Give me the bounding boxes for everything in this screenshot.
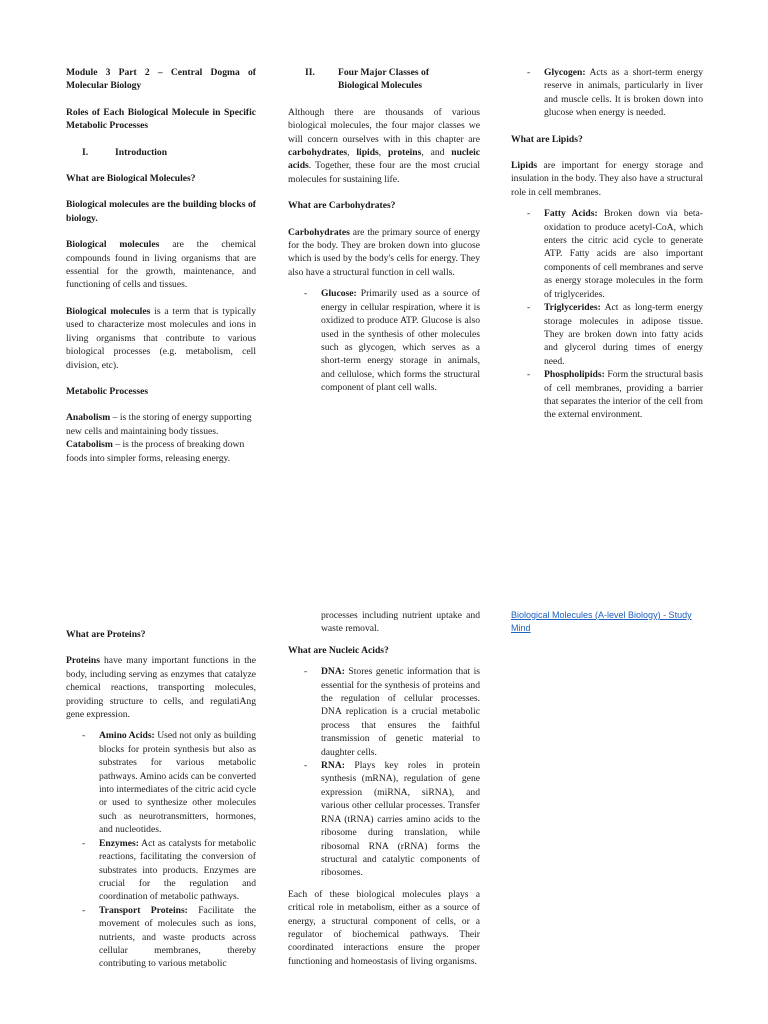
list-item-text [99,837,256,904]
question-heading: What are Proteins? [66,629,146,640]
column-1-top [66,66,256,465]
paragraph [288,106,480,186]
term: Anabolism [66,412,111,424]
column-3-top [511,66,703,422]
term: Fatty Acids: [544,208,598,220]
section-number: I. [82,146,89,158]
paragraph [66,654,256,721]
question-heading: What are Carbohydrates? [288,200,396,212]
column-3-bottom [511,609,705,636]
list-item-text [99,904,256,971]
list-item [82,729,256,836]
section-title: Introduction [115,146,168,158]
list-item-text [544,66,703,120]
list-item [82,837,256,904]
text: , [378,147,388,159]
term: nucleic acids [288,147,481,172]
continued-text: processes including nutrient uptake and waste removal. [321,610,480,635]
bullet-dash: - [527,369,531,381]
module-title: Module 3 Part 2 – Central Dogma of Molecular Biology [66,67,256,92]
list-item [304,287,480,394]
list-item-text [544,207,703,301]
list-item [304,665,480,759]
term: Triglycerides: [544,302,601,314]
list-item-text [544,301,703,368]
paragraph [511,159,703,199]
bullet-dash: - [82,730,86,742]
definition: are the primary source of energy for the body. They are broken down into glucose which is used by the body's cells for energy. They also have a structural function in cell walls. [288,226,480,278]
definition: Act as long-term energy storage molecules in adipose tissue. They are broken down into fatty acids and glycerol during times of energy need. [544,302,703,367]
definition: have many important functions in the body, including serving as enzymes that catalyze chemical reactions, transporting molecules, providing structure to cells, and regulatiAng gene expression. [66,655,256,721]
list-item-text [544,368,703,422]
section-title: Four Major Classes of Biological Molecules [338,67,430,92]
question-heading: What are Nucleic Acids? [288,644,389,656]
list-item-text [321,287,480,394]
section-number: II. [305,67,315,78]
bullet-dash: - [82,837,86,849]
definition: are important for energy storage and insulation in the body. They also have a structural role in cell membranes. [511,160,703,198]
term: Proteins [66,655,100,667]
list-item-text [321,665,480,759]
definition: Acts as a short-term energy reserve in animals, particularly in liver and muscle cells. It is broken down into glucose when energy is needed. [544,67,703,119]
section-heading-introduction [66,146,256,159]
list-item [527,207,703,301]
definition: Used not only as building blocks for protein synthesis but also as substrates for various metabolic pathways. Amino acids can be converted into intermediates of the citric acid cycle or used to synthesize other molecules such as neurotransmitters, hormones, and nucleotides. [99,730,257,836]
reference-link[interactable]: Biological Molecules (A-level Biology) - Study Mind [511,610,692,634]
paragraph [66,305,256,372]
definition: Facilitate the movement of molecules such as ions, nutrients, and waste products across cellular membranes, thereby contributing to various metabolic [99,904,256,970]
list-item [527,301,703,368]
bullet-dash: - [304,760,308,772]
term: Phospholipids: [544,369,605,381]
paragraph [66,238,256,292]
list-item-text [99,729,256,836]
term: RNA: [321,760,345,772]
term: Biological molecules [66,239,160,251]
definition: is a term that is typically used to characterize most molecules and ions in living organisms that contribute to various biological processes (e.g. metabolism, cell division, etc). [66,305,257,371]
term: Amino Acids: [99,730,155,742]
paragraph [66,411,256,438]
term: Biological molecules [66,305,151,317]
list-item [82,904,256,971]
definition: – is the process of breaking down foods into simpler forms, releasing energy. [66,439,245,464]
definition: Act as catalysts for metabolic reactions, facilitating the conversion of substrates into products. Enzymes are crucial for the regulation and coordination of metabolic pathways. [99,837,256,903]
term: proteins [387,147,422,159]
paragraph [288,226,480,280]
term: carbohydrates [288,147,348,159]
module-subtitle: Roles of Each Biological Molecule in Specific Metabolic Processes [66,106,256,132]
text: , and [421,147,452,159]
term: Glucose: [321,288,357,300]
definition: – is the storing of energy supporting new cells and maintaining body tissues. [66,412,252,437]
bullet-dash: - [304,666,308,678]
bullet-dash: - [527,302,531,314]
closing-paragraph: Each of these biological molecules plays a critical role in metabolism, either as a source of energy, a structural component of cells, or a regulator of biochemical pathways. Their coordinated interactions ensure the proper functioning and homeostasis of living organisms. [288,888,480,967]
section-heading-four-classes [288,66,480,93]
column-1-bottom [66,628,256,971]
list-item [527,368,703,422]
building-blocks-statement: Biological molecules are the building blocks of biology. [66,199,256,224]
term: DNA: [321,666,345,678]
term: lipids [356,147,379,159]
term: Enzymes: [99,837,139,849]
list-item [304,759,480,880]
text: , [347,147,357,159]
bullet-dash: - [527,67,531,78]
column-2-top [288,66,480,395]
term: Catabolism [66,439,113,451]
term: Transport Proteins: [99,904,188,916]
definition: Plays key roles in protein synthesis (mRNA), regulation of gene expression (miRNA, siRNA), and various other cellular processes. Transfer RNA (tRNA) carries amino acids to the ribosome during translation, while ribosomal RNA (rRNA) forms the structural and catalytic components of ribosomes. [321,760,480,879]
definition: Stores genetic information that is essential for the synthesis of proteins and the regulation of cellular processes. DNA replication is a crucial metabolic process that ensures the faithful transmission of genetic material to daughter cells. [321,666,480,758]
column-2-bottom [288,609,480,968]
list-item [527,66,703,120]
bullet-dash: - [82,904,86,916]
definition: are the chemical compounds found in living organisms that are essential for the growth, maintenance, and functioning of cells and tissues. [66,239,256,291]
question-heading: What are Lipids? [511,133,583,145]
definition: Form the structural basis of cell membranes, providing a barrier that separates the interior of the cell from the external environment. [544,369,703,421]
list-item-text [321,759,480,880]
definition: Primarily used as a source of energy in cellular respiration, where it is oxidized to produce ATP. Glucose is also used in the synthesis of other molecules such as glycogen, which serves as a short-term energy storage in animals, and cellulose, which forms the structural component of plant cell walls. [321,288,480,394]
text: Although there are thousands of various biological molecules, the four major classes we will concern ourselves with in this chapter are [288,106,480,145]
subsection-heading: Metabolic Processes [66,385,149,397]
bullet-dash: - [304,288,308,300]
term: Lipids [511,160,538,172]
bullet-dash: - [527,208,531,220]
term: Carbohydrates [288,226,350,238]
paragraph [66,438,256,465]
text: . Together, these four are the most crucial molecules for sustaining life. [288,160,480,185]
definition: Broken down via beta-oxidation to produce acetyl-CoA, which enters the citric acid cycle to generate ATP. Fatty acids are also important components of cell membranes and serve as energy storage molecules in the form of triglycerides. [544,208,703,300]
question-heading: What are Biological Molecules? [66,173,196,185]
term: Glycogen: [544,67,586,78]
